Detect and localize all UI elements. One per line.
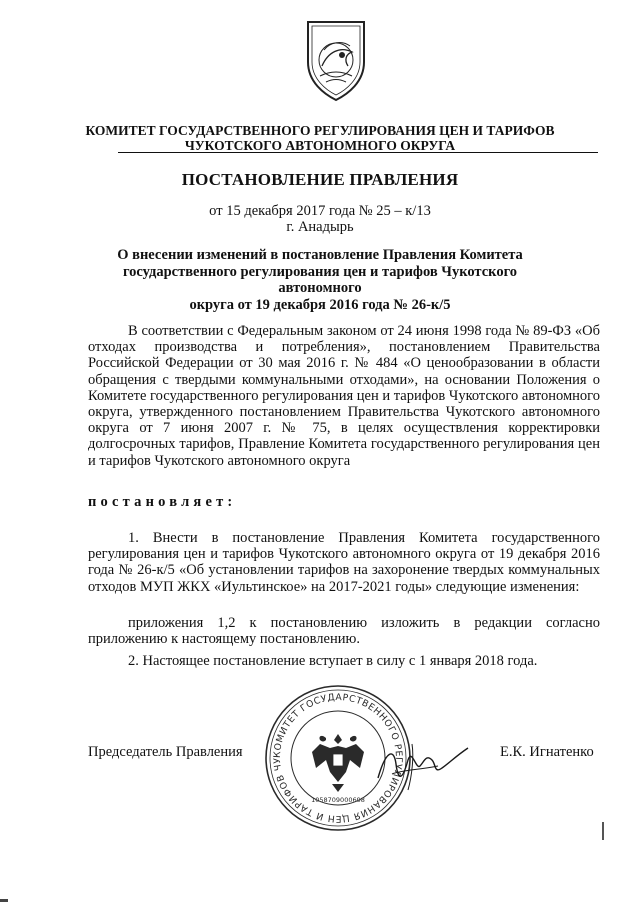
header-divider [118, 152, 598, 153]
scan-artifact [602, 822, 604, 840]
signer-title: Председатель Правления [88, 744, 243, 760]
handwritten-signature [372, 730, 472, 800]
scan-artifact-bottom [0, 899, 8, 902]
preamble-paragraph: В соответствии с Федеральным законом от 24 июня 1998 года № 89-ФЗ «Об отходах производства и потребления», постановлением Правительства Российской Федерации от 30 мая 2016 г. № 484 «О ценообразовании в области обращения с твердыми коммунальными отходами», на основании Положения о Комитете государственного регулирования цен и тарифов Чукотского автономного округа, утвержденного постановлением Правительства Чукотского автономного округа от 7 июня 2007 г. № 75, в целях осуществления корректировки долгосрочных тарифов, Правление Комитета государственного регулирования цен и тарифов Чукотского автономного округа [88, 323, 600, 469]
seal-ring-text: КОМИТЕТ ГОСУДАРСТВЕННОГО РЕГУЛИРОВАНИЯ ЦЕН И ТАРИФОВ ЧУ [271, 691, 405, 825]
resolution-item-1: 1. Внести в постановление Правления Комитета государственного регулирования цен и тарифов Чукотского автономного округа от 19 декабря 2016 года № 26-к/5 «Об установлении тарифов на захоронение твердых коммунальных отходов МУП ЖКХ «Иультинское» на 2017-2021 годы» следующие изменения: [88, 530, 600, 595]
coat-of-arms-icon [300, 16, 372, 102]
document-place: г. Анадырь [286, 219, 354, 235]
document-subject [80, 247, 560, 313]
organization-header [40, 123, 600, 153]
subject-line3: округа от 19 декабря 2016 года № 26-к/5 [189, 296, 451, 313]
signer-name: Е.К. Игнатенко [500, 744, 594, 760]
document-title: ПОСТАНОВЛЕНИЕ ПРАВЛЕНИЯ [181, 170, 459, 189]
resolution-item-1-sub: приложения 1,2 к постановлению изложить в редакции согласно приложению к настоящему постановлению. [88, 615, 600, 648]
seal-number-text: 1058709000698 [311, 796, 365, 804]
organization-name-line2: ЧУКОТСКОГО АВТОНОМНОГО ОКРУГА [184, 138, 456, 153]
document-date-number: от 15 декабря 2017 года № 25 – к/13 [209, 203, 431, 219]
resolution-item-2: 2. Настоящее постановление вступает в силу с 1 января 2018 года. [128, 653, 538, 669]
subject-line1: О внесении изменений в постановление Правления Комитета [117, 247, 523, 263]
decides-heading: постановляет: [88, 494, 237, 510]
subject-line2: государственного регулирования цен и тарифов Чукотского автономного [122, 263, 518, 296]
organization-name-line1: КОМИТЕТ ГОСУДАРСТВЕННОГО РЕГУЛИРОВАНИЯ ЦЕН И ТАРИФОВ [85, 123, 555, 138]
